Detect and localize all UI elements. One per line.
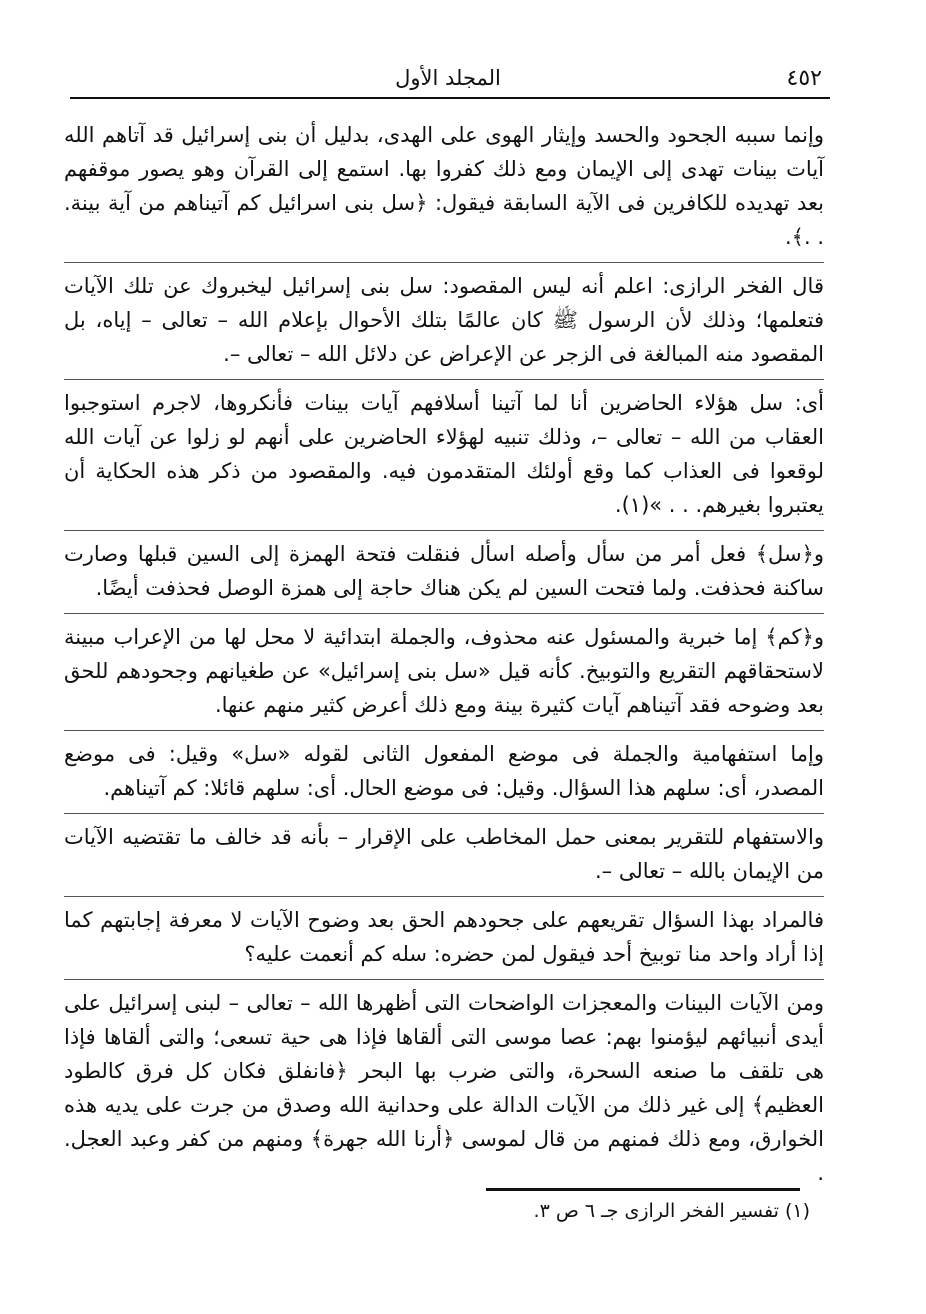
- footnote-rule: [486, 1188, 800, 1191]
- header-rule: [70, 97, 830, 99]
- paragraph: أى: سل هؤلاء الحاضرين أنا لما آتينا أسلافهم آيات بينات فأنكروها، لاجرم استوجبوا العقاب من الله – تعالى –، وذلك تنبيه لهؤلاء الحاضرين على أنهم لو زلوا عن آيات الله لوقعوا فى العذاب كما وقع أولئك المتقدمون فيه. والمقصود من ذكر هذه الحكاية أن يعتبروا بغيرهم. . . »(١).: [64, 379, 824, 530]
- paragraph: و﴿سل﴾ فعل أمر من سأل وأصله اسأل فنقلت فتحة الهمزة إلى السين قبلها وصارت ساكنة فحذفت. ولما فتحت السين لم يكن هناك حاجة إلى همزة الوصل فحذفت أيضًا.: [64, 530, 824, 613]
- page-header: [70, 62, 826, 96]
- paragraph: قال الفخر الرازى: اعلم أنه ليس المقصود: سل بنى إسرائيل ليخبروك عن تلك الآيات فتعلمها؛ وذلك لأن الرسول ﷺ كان عالمًا بتلك الأحوال بإعلام الله – تعالى – إياه، بل المقصود منه المبالغة فى الزجر عن الإعراض عن دلائل الله – تعالى –.: [64, 262, 824, 379]
- footnote: (١) تفسير الفخر الرازى جـ ٦ ص ٣.: [533, 1200, 810, 1222]
- paragraph: و﴿كم﴾ إما خبرية والمسئول عنه محذوف، والجملة ابتدائية لا محل لها من الإعراب مبينة لاستحقاقهم التقريع والتوبيخ. كأنه قيل «سل بنى إسرائيل» عن طغيانهم وجحودهم للحق بعد وضوحه فقد آتيناهم آيات كثيرة بينة ومع ذلك أعرض كثير منهم عنها.: [64, 613, 824, 730]
- paragraph: وإما استفهامية والجملة فى موضع المفعول الثانى لقوله «سل» وقيل: فى موضع المصدر، أى: سلهم هذا السؤال. وقيل: فى موضع الحال. أى: سلهم قائلا: كم آتيناهم.: [64, 730, 824, 813]
- paragraph: ومن الآيات البينات والمعجزات الواضحات التى أظهرها الله – تعالى – لبنى إسرائيل على أيدى أنبيائهم ليؤمنوا بهم: عصا موسى التى ألقاها فإذا هى حية تسعى؛ والتى ألقاها فإذا هى تلقف ما صنعه السحرة، والتى ضرب بها البحر ﴿فانفلق فكان كل فرق كالطود العظيم﴾ إلى غير ذلك من الآيات الدالة على وحدانية الله وصدق من جرت على يديه هذه الخوارق، ومع ذلك فمنهم من قال لموسى ﴿أرنا الله جهرة﴾ ومنهم من كفر وعبد العجل. .: [64, 979, 824, 1198]
- paragraph: والاستفهام للتقرير بمعنى حمل المخاطب على الإقرار – بأنه قد خالف ما تقتضيه الآيات من الإيمان بالله – تعالى –.: [64, 813, 824, 896]
- running-title: المجلد الأول: [395, 66, 501, 90]
- page-body: [64, 118, 824, 1198]
- paragraph: وإنما سببه الجحود والحسد وإيثار الهوى على الهدى، بدليل أن بنى إسرائيل قد آتاهم الله آيات بينات تهدى إلى الإيمان ومع ذلك كفروا بها. استمع إلى القرآن وهو يصور موقفهم بعد تهديده للكافرين فى الآية السابقة فيقول: ﴿سل بنى اسرائيل كم آتيناهم من آية بينة. . .﴾.: [64, 123, 824, 249]
- page-number: ٤٥٢: [786, 66, 822, 91]
- paragraph: فالمراد بهذا السؤال تقريعهم على جحودهم الحق بعد وضوح الآيات لا معرفة إجابتهم كما إذا أراد واحد منا توبيخ أحد فيقول لمن حضره: سله كم أنعمت عليه؟: [64, 896, 824, 979]
